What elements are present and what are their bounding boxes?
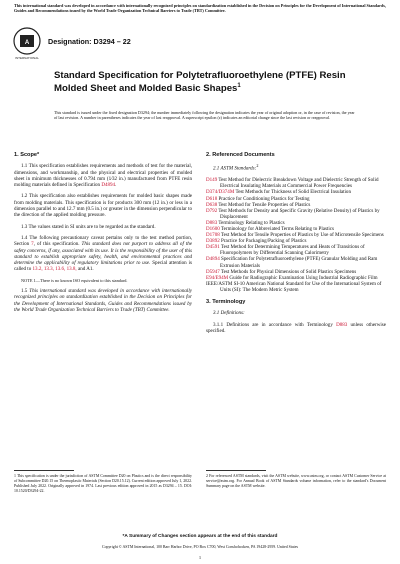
reference-title: Terminology Relating to Plastics [218,219,285,226]
issued-note: This standard is issued under the fixed designation D3294; the number immediately following the designation indicates the year of original adoption or, in the case of revision, the year of last revision. A number in parentheses indicates the year of last reapproval. A superscript epsilon (ε) indicates an editorial change since the last revision or reapproval. [54,110,355,121]
reference-title: Test Method for Tensile Properties of Plastics by Use of Microtensile Specimens [220,232,384,239]
reference-title: Guide for Radiographic Examination Using Industrial Radiographic Film [229,274,378,281]
reference-code-link[interactable]: D3892 [206,238,220,245]
reference-code-link[interactable]: D638 [206,201,218,208]
reference-title: Terminology for Abbreviated Terms Relating to Plastics [220,226,334,233]
scope-heading: 1. Scope* [14,152,40,158]
note-1: NOTE 1—There is no known ISO equivalent to this standard. [21,277,128,283]
ref-link-d883[interactable]: D883 [336,321,348,328]
reference-item [206,281,386,293]
logo-text: INTERNATIONAL [15,56,39,60]
refs-subheading [206,163,386,172]
summary-of-changes-note: *A Summary of Changes section appears at the end of this standard [122,534,278,539]
designation: Designation: D3294 – 22 [48,37,131,46]
scope-para-3: 1.3 The values stated in SI units are to be regarded as the standard. [21,223,156,230]
safety-caveat: This standard does not purport to address all of the safety concerns, if any, associated with its use. It is the responsibility of the user of this standard to establish appropriate safety, health, and environmental practices and determine the applicability of regulatory limitations prior to use. [14,241,193,267]
reference-item [206,177,386,189]
reference-code-link[interactable]: D618 [206,195,218,202]
reference-title: Practice for Conditioning Plastics for Testing [218,195,310,202]
scope-para-4 [14,235,192,273]
scope-p5-text: This international standard was developed in accordance with internationally recognized principles on standardization established in the Decision on Principles for the Development of International Standards, Guides and Recommendations issued by the World Trade Organization Technical Barriers to Trade (TBT) Committee. [14,288,192,314]
reference-title: IEEE/ASTM SI-10 American National Standard for Use of the International System of Units (SI): The Modern Metric System [206,280,382,293]
reference-title: Practice for Packaging/Packing of Plastics [221,238,307,245]
footnote-2: 2 For referenced ASTM standards, visit the ASTM website, www.astm.org, or contact ASTM Customer Service at service@astm.org. For Annual Book of ASTM Standards volume information, refer to the standard's Document Summary page on the ASTM website. [206,474,386,488]
reference-code-link[interactable]: D1708 [206,232,220,239]
footnote-1: 1 This specification is under the jurisdiction of ASTM Committee D20 on Plastics and is the direct responsibility of Subcommittee D20.15 on Thermoplastic Materials (Section D20.15.12). Current edition approved July 1, 2022. Published July 2022. Originally approved in 1974. Last previous edition approved in 2015 as D3294 – 15. DOI: 10.1520/D3294-22. [14,474,192,493]
reference-code-link[interactable]: D1600 [206,226,220,233]
reference-title: Test Method for Tensile Properties of Plastics [218,201,311,208]
left-column [14,152,192,318]
standard-title [54,70,354,95]
refs-heading: 2. Referenced Documents [206,152,275,158]
reference-title: Test Method for Dielectric Breakdown Voltage and Dielectric Strength of Solid Electrical Insulating Materials at Commercial Power Frequencies [218,177,379,190]
title-footnote-mark: 1 [237,83,241,90]
reference-title: Test Methods for Density and Specific Gravity (Relative Density) of Plastics by Displacement [218,207,380,220]
scope-para-1: 1.1 This specification establishes requirements and methods of test for the material, dimensions, and workmanship, and the physical and electrical properties of molded sheet in minimum thicknesses of 0.794 mm (1⁄32 in.) manufactured from PTFE resin molding materials defined in Specification D4894. [14,163,192,189]
astm-logo [12,26,42,62]
reference-title: Test Methods for Physical Dimensions of Solid Plastics Specimens [220,268,357,275]
reference-item [206,256,386,268]
scope-p5-number: 1.5 [21,288,28,295]
reference-code-link[interactable]: D883 [206,219,218,226]
reference-title: Specification for Polytetrafluoroethylene (PTFE) Granular Molding and Ram Extrusion Materials [220,256,378,269]
reference-code-link[interactable]: D4894 [206,256,220,263]
terminology-text-a: 3.1.1 Definitions are in accordance with Terminology [213,321,333,328]
definitions-subheading: 3.1 Definitions: [213,310,245,317]
footnote-rule-left [14,470,74,471]
scope-para-2: 1.2 This specification also establishes requirements for molded basic shapes made from molding materials. This specification is for products 300 mm (12 in.) or less in a dimension parallel to and 12.7 mm (0.5 in.) or greater in the dimension perpendicular to the direction of the applied molding pressure. [14,193,192,219]
terminology-text-b: unless otherwise specified. [206,321,386,334]
refs-sub-text: 2.1 ASTM Standards: [213,165,257,172]
scope-p4-text-b: , of this specification. [33,241,80,248]
reference-code-link[interactable]: E94/E94M [206,274,229,281]
scope-p4-text-c: Special attention is called to [14,260,193,273]
section-links[interactable]: 13.2, 13.3, 13.6, 13.8, [32,266,77,273]
scope-p1-text: 1.1 This specification establishes requirements and methods of test for the material, dimensions, and workmanship, and the physical and electrical properties of molded sheet in minimum thicknesses of 0.794 mm (1⁄32 in.) manufactured from PTFE resin molding materials defined in Specification [14,163,192,189]
reference-code-link[interactable]: D374/D374M [206,189,235,196]
reference-code-link[interactable]: D4591 [206,244,220,251]
reference-code-link[interactable]: D149 [206,177,218,184]
section-link-7[interactable]: 7 [31,241,34,248]
reference-list [206,177,386,293]
svg-text:A: A [24,40,30,46]
reference-title: Test Method for Determining Temperatures and Heats of Transitions of Fluoropolymers by Differential Scanning Calorimetry [220,244,365,257]
copyright-line: Copyright © ASTM International, 100 Barr Harbor Drive, PO Box C700, West Conshohocken, PA 19428-2959. United States [102,545,298,549]
footnote-rule-right [206,470,266,471]
right-column [206,152,386,339]
scope-para-5 [14,288,192,313]
terminology-para [206,322,386,335]
refs-footnote-mark: 2 [256,163,259,169]
reference-code-link[interactable]: D792 [206,207,218,214]
reference-item [206,208,386,220]
reference-code-link[interactable]: D5947 [206,268,220,275]
title-text: Standard Specification for Polytetrafluoroethylene (PTFE) Resin Molded Sheet and Molded Basic Shapes [54,70,346,95]
terminology-heading: 3. Terminology [206,299,246,306]
scope-p4-text-d: and A1. [77,266,94,273]
reference-title: Test Methods for Thickness of Solid Electrical Insulation [235,189,351,196]
page-number: 1 [198,555,202,560]
wto-banner: This international standard was developed in accordance with internationally recognized principles on standardization established in the Decision on Principles for the Development of International Standards, Guides and Recommendations issued by the World Trade Organization Technical Barriers to Trade (TBT) Committee. [14,3,386,13]
scope-p4-text-a: 1.4 The following precautionary caveat pertains only to the test method portion, Section [14,234,192,248]
reference-item [206,244,386,256]
ref-link-d4894[interactable]: D4894 [101,182,116,189]
